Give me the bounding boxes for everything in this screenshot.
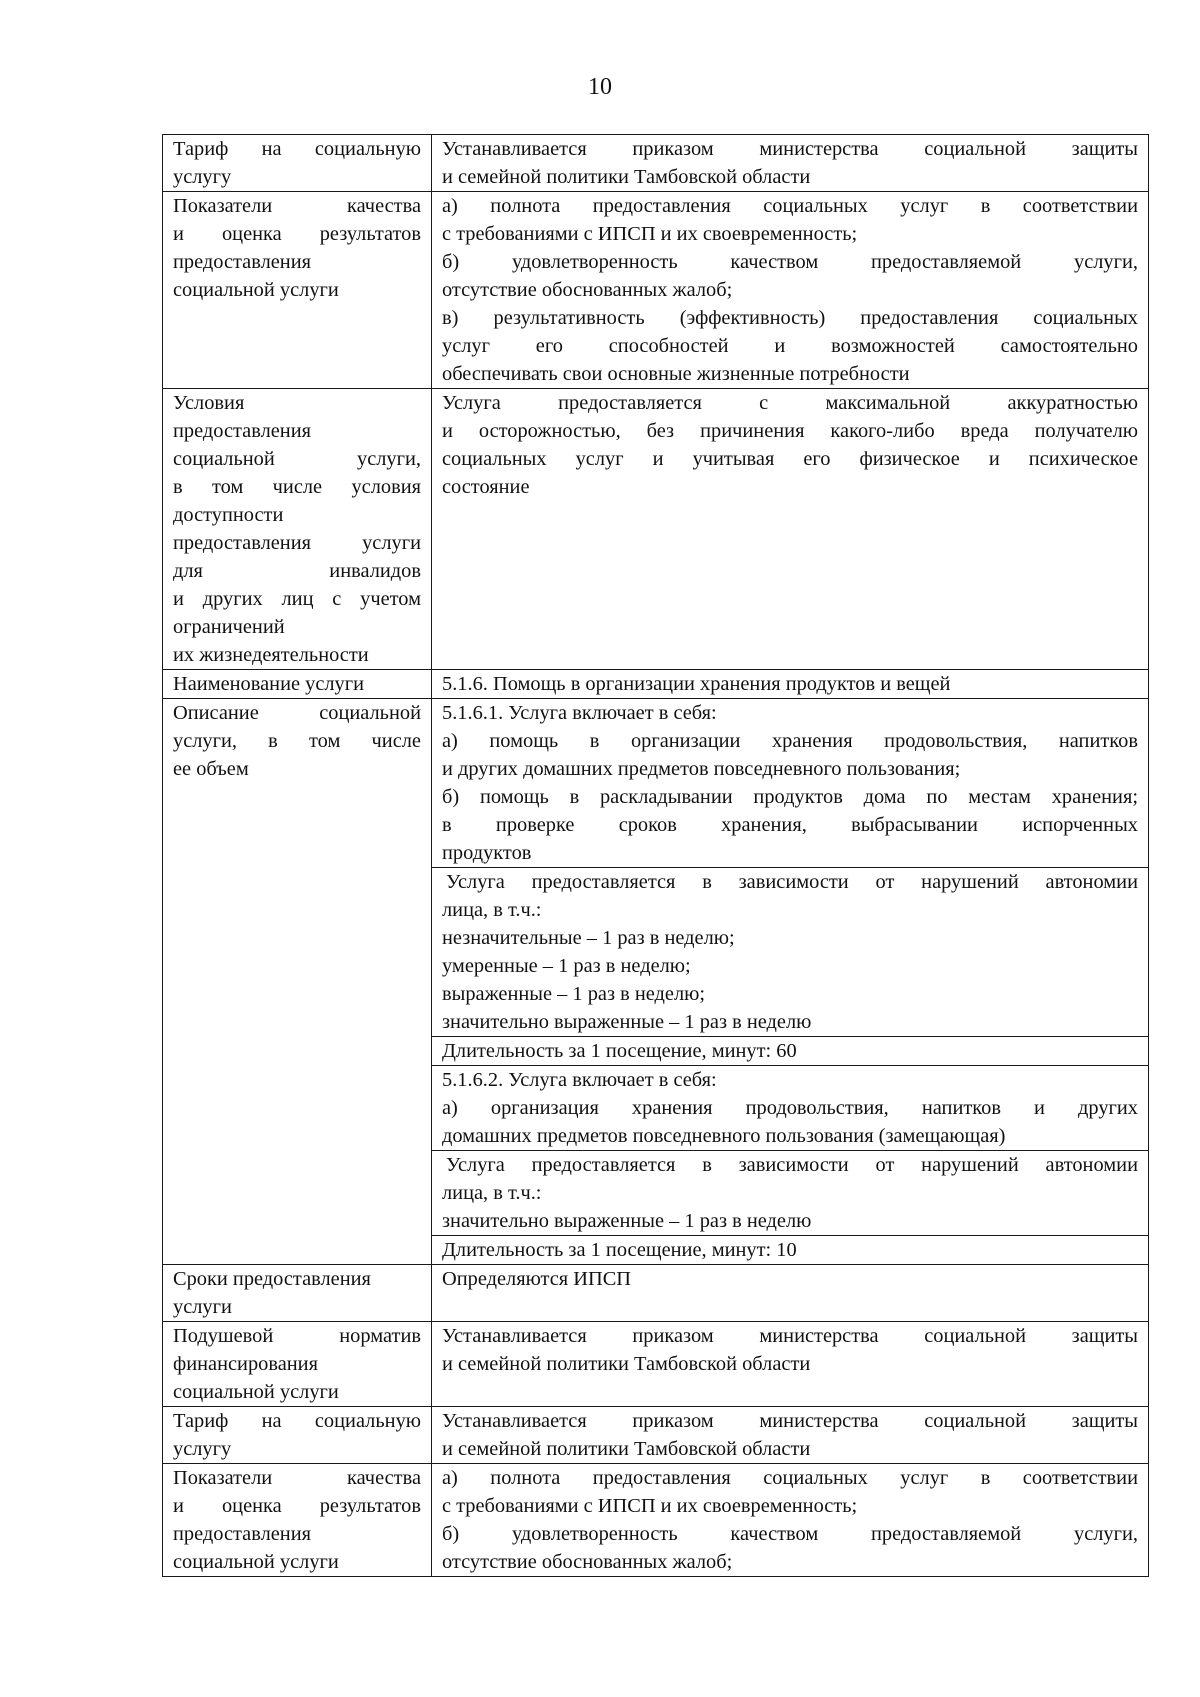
text-line: Услуга предоставляется в зависимости от нарушений автономии <box>446 871 1138 893</box>
text-line: отсутствие обоснованных жалоб; <box>442 279 733 301</box>
row-value <box>432 1151 1149 1236</box>
text-line: в том числе условия <box>173 476 421 498</box>
row-label <box>163 192 432 389</box>
text-line: Подушевой норматив <box>173 1325 421 1347</box>
text-line: Длительность за 1 посещение, минут: 10 <box>442 1239 797 1261</box>
text-line: предоставления <box>173 420 312 442</box>
row-label <box>163 670 432 699</box>
text-line: б) помощь в раскладывании продуктов дома по местам хранения; <box>442 786 1138 808</box>
row-value <box>432 1322 1149 1407</box>
text-line: и семейной политики Тамбовской области <box>442 1353 811 1375</box>
text-line: отсутствие обоснованных жалоб; <box>442 1551 733 1573</box>
text-line: обеспечивать свои основные жизненные потребности <box>442 363 910 385</box>
row-label <box>163 1407 432 1464</box>
table-row <box>163 1265 1149 1322</box>
text-line: выраженные – 1 раз в неделю; <box>442 983 706 1005</box>
row-label <box>163 699 432 1265</box>
text-line: предоставления услуги <box>173 532 421 554</box>
text-line: продуктов <box>442 842 532 864</box>
text-line: и других лиц с учетом <box>173 588 421 610</box>
text-line: ограничений <box>173 616 285 638</box>
service-table <box>162 134 1149 1577</box>
text-line: значительно выраженные – 1 раз в неделю <box>442 1210 812 1232</box>
table-row <box>163 1322 1149 1407</box>
text-line: в проверке сроков хранения, выбрасывании испорченных <box>442 814 1138 836</box>
text-line: с требованиями с ИПСП и их своевременность; <box>442 1495 858 1517</box>
row-value <box>432 1407 1149 1464</box>
text-line: услугу <box>173 1438 232 1460</box>
row-label <box>163 135 432 192</box>
text-line: лица, в т.ч.: <box>442 1182 542 1204</box>
text-line: ее объем <box>173 758 249 780</box>
text-line: 5.1.6.1. Услуга включает в себя: <box>442 702 717 724</box>
table-row <box>163 192 1149 389</box>
text-line: а) полнота предоставления социальных услуг в соответствии <box>442 195 1138 217</box>
text-line: домашних предметов повседневного пользования (замещающая) <box>442 1125 1006 1147</box>
text-line: Наименование услуги <box>173 673 365 695</box>
text-line: социальной услуги, <box>173 448 421 470</box>
text-line: социальной услуги <box>173 1381 339 1403</box>
text-line: предоставления <box>173 1523 312 1545</box>
text-line: б) удовлетворенность качеством предоставляемой услуги, <box>442 251 1138 273</box>
table-row <box>163 135 1149 192</box>
text-line: социальной услуги <box>173 1551 339 1573</box>
text-line: 5.1.6. Помощь в организации хранения продуктов и вещей <box>442 673 951 695</box>
text-line: и семейной политики Тамбовской области <box>442 1438 811 1460</box>
text-line: Показатели качества <box>173 1467 421 1489</box>
text-line: услуги, в том числе <box>173 730 421 752</box>
text-line: социальной услуги <box>173 279 339 301</box>
text-line: и оценка результатов <box>173 1495 421 1517</box>
row-value <box>432 135 1149 192</box>
text-line: Описание социальной <box>173 702 421 724</box>
text-line: а) полнота предоставления социальных услуг в соответствии <box>442 1467 1138 1489</box>
table-row <box>163 389 1149 670</box>
row-label <box>163 1265 432 1322</box>
text-line: Тариф на социальную <box>173 1410 421 1432</box>
text-line: Устанавливается приказом министерства социальной защиты <box>442 138 1138 160</box>
text-line: Услуга предоставляется с максимальной аккуратностью <box>442 392 1138 414</box>
text-line: Устанавливается приказом министерства социальной защиты <box>442 1325 1138 1347</box>
text-line: незначительные – 1 раз в неделю; <box>442 927 735 949</box>
text-line: и семейной политики Тамбовской области <box>442 166 811 188</box>
text-line: Условия <box>173 392 245 414</box>
text-line: услугу <box>173 166 232 188</box>
text-line: и других домашних предметов повседневного пользования; <box>442 758 961 780</box>
text-line: а) организация хранения продовольствия, напитков и других <box>442 1097 1138 1119</box>
text-line: в) результативность (эффективность) предоставления социальных <box>442 307 1138 329</box>
text-line: предоставления <box>173 251 312 273</box>
text-line: состояние <box>442 476 530 498</box>
text-line: Сроки предоставления <box>173 1268 371 1290</box>
table-row <box>163 699 1149 868</box>
text-line: доступности <box>173 504 284 526</box>
text-line: Устанавливается приказом министерства социальной защиты <box>442 1410 1138 1432</box>
row-label <box>163 389 432 670</box>
row-value <box>432 1265 1149 1322</box>
text-line: Тариф на социальную <box>173 138 421 160</box>
text-line: услуг его способностей и возможностей самостоятельно <box>442 335 1138 357</box>
text-line: Услуга предоставляется в зависимости от нарушений автономии <box>446 1154 1138 1176</box>
text-line: Определяются ИПСП <box>442 1268 632 1290</box>
text-line: и осторожностью, без причинения какого-либо вреда получателю <box>442 420 1138 442</box>
text-line: для инвалидов <box>173 560 421 582</box>
text-line: их жизнедеятельности <box>173 644 369 666</box>
service-name <box>432 670 1149 699</box>
text-line: социальных услуг и учитывая его физическое и психическое <box>442 448 1138 470</box>
text-line: б) удовлетворенность качеством предоставляемой услуги, <box>442 1523 1138 1545</box>
table-row <box>163 1464 1149 1577</box>
row-label <box>163 1322 432 1407</box>
row-value <box>432 1037 1149 1066</box>
text-line: лица, в т.ч.: <box>442 899 542 921</box>
row-value <box>432 192 1149 389</box>
text-line: 5.1.6.2. Услуга включает в себя: <box>442 1069 717 1091</box>
text-line: и оценка результатов <box>173 223 421 245</box>
text-line: а) помощь в организации хранения продовольствия, напитков <box>442 730 1138 752</box>
row-value <box>432 1464 1149 1577</box>
text-line: услуги <box>173 1296 232 1318</box>
text-line: Длительность за 1 посещение, минут: 60 <box>442 1040 797 1062</box>
row-value <box>432 1236 1149 1265</box>
text-line: умеренные – 1 раз в неделю; <box>442 955 691 977</box>
row-value <box>432 389 1149 670</box>
table-row <box>163 1407 1149 1464</box>
text-line: значительно выраженные – 1 раз в неделю <box>442 1011 812 1033</box>
row-label <box>163 1464 432 1577</box>
row-value <box>432 1066 1149 1151</box>
text-line: с требованиями с ИПСП и их своевременность; <box>442 223 858 245</box>
page-number: 10 <box>588 74 612 100</box>
text-line: Показатели качества <box>173 195 421 217</box>
row-value <box>432 868 1149 1037</box>
row-value <box>432 699 1149 868</box>
table-row <box>163 670 1149 699</box>
text-line: финансирования <box>173 1353 318 1375</box>
